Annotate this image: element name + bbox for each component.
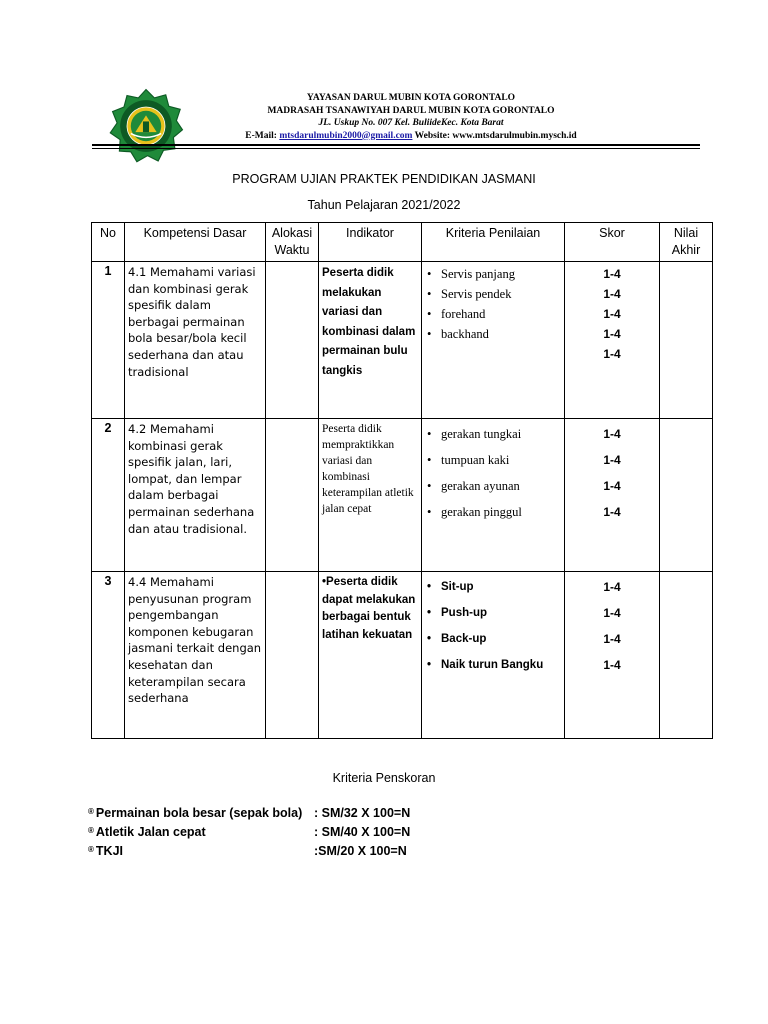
letterhead [88, 84, 700, 156]
nilai-cell [660, 262, 713, 419]
list-item: • Servis pendek [425, 284, 561, 304]
row-number: 2 [92, 419, 125, 572]
alokasi-cell [266, 419, 319, 572]
skor-value: 1-4 [603, 632, 621, 646]
school-name: MADRASAH TSANAWIYAH DARUL MUBIN KOTA GORONTALO [267, 105, 555, 116]
indikator-cell: Peserta didik mempraktikkan variasi dan kombinasi keterampilan atletik jalan cepat [319, 419, 422, 572]
scoring-label: Permainan bola besar (sepak bola) [95, 806, 303, 820]
kriteria-cell [422, 262, 565, 419]
document-title: PROGRAM UJIAN PRAKTEK PENDIDIKAN JASMANI [232, 172, 536, 186]
scoring-label: Atletik Jalan cepat [95, 825, 206, 839]
indikator-cell: Peserta didik melakukan variasi dan kombinasi dalam permainan bulu tangkis [319, 262, 422, 419]
header-indikator: Indikator [319, 223, 422, 262]
kompetensi-cell: 4.1 Memahami variasi dan kombinasi gerak spesifik dalam berbagai permainan bola besar/bola kecil sederhana dan atau tradisional [125, 262, 266, 419]
row-number: 1 [92, 262, 125, 419]
scoring-formula: : SM/32 X 100=N [314, 806, 411, 820]
indikator-cell: •Peserta didik dapat melakukan berbagai bentuk latihan kekuatan [319, 572, 422, 739]
skor-value: 1-4 [603, 427, 621, 441]
kompetensi-cell: 4.4 Memahami penyusunan program pengembangan komponen kebugaran jasmani terkait dengan kesehatan dan keterampilan secara sederhana [125, 572, 266, 739]
skor-value: 1-4 [603, 267, 621, 281]
registered-bullet-icon: ® [88, 845, 94, 854]
list-item: • gerakan pinggul [425, 499, 561, 525]
nilai-cell [660, 572, 713, 739]
email-link[interactable]: mtsdarulmubin2000@gmail.com [279, 130, 413, 141]
skor-cell [565, 419, 660, 572]
skor-value: 1-4 [603, 347, 621, 361]
kompetensi-cell: 4.2 Memahami kombinasi gerak spesifik jalan, lari, lompat, dan lempar dalam berbagai permainan sederhana dan atau tradisional. [125, 419, 266, 572]
skor-cell [565, 572, 660, 739]
list-item: • forehand [425, 304, 561, 324]
table-header-row [92, 223, 713, 262]
scoring-criteria-list [88, 806, 588, 863]
alokasi-cell [266, 262, 319, 419]
scoring-criteria-title: Kriteria Penskoran [332, 771, 436, 785]
list-item [88, 806, 588, 825]
list-item [88, 844, 588, 863]
skor-value: 1-4 [603, 505, 621, 519]
skor-value: 1-4 [603, 327, 621, 341]
skor-cell [565, 262, 660, 419]
skor-value: 1-4 [603, 658, 621, 672]
header-kriteria: Kriteria Penilaian [422, 223, 565, 262]
school-crest-icon [108, 88, 184, 164]
list-item: • Servis panjang [425, 264, 561, 284]
list-item: • Naik turun Bangku [425, 652, 561, 678]
table-row [92, 262, 713, 419]
skor-value: 1-4 [603, 606, 621, 620]
list-item: • backhand [425, 324, 561, 344]
alokasi-cell [266, 572, 319, 739]
exam-program-table [91, 222, 713, 739]
table-row [92, 572, 713, 739]
nilai-cell [660, 419, 713, 572]
letterhead-rule-thick [92, 144, 700, 146]
header-no: No [92, 223, 125, 262]
kriteria-cell [422, 419, 565, 572]
header-alokasi: Alokasi Waktu [266, 223, 319, 262]
list-item: • Push-up [425, 600, 561, 626]
list-item: • tumpuan kaki [425, 447, 561, 473]
skor-value: 1-4 [603, 580, 621, 594]
list-item: • Sit-up [425, 574, 561, 600]
email-label: E-Mail: [245, 130, 280, 141]
document-subtitle: Tahun Pelajaran 2021/2022 [307, 198, 461, 212]
list-item: • gerakan ayunan [425, 473, 561, 499]
header-nilai: Nilai Akhir [660, 223, 713, 262]
foundation-name: YAYASAN DARUL MUBIN KOTA GORONTALO [306, 93, 516, 103]
registered-bullet-icon: ® [88, 807, 94, 816]
skor-value: 1-4 [603, 479, 621, 493]
header-skor: Skor [565, 223, 660, 262]
skor-value: 1-4 [603, 453, 621, 467]
row-number: 3 [92, 572, 125, 739]
scoring-formula: :SM/20 X 100=N [314, 844, 407, 858]
list-item: • gerakan tungkai [425, 421, 561, 447]
letterhead-text [196, 92, 626, 142]
contact-line [196, 130, 626, 143]
school-address: JL. Uskup No. 007 Kel. BuliideKec. Kota Barat [318, 118, 504, 128]
table-row [92, 419, 713, 572]
skor-value: 1-4 [603, 307, 621, 321]
skor-value: 1-4 [603, 287, 621, 301]
scoring-formula: : SM/40 X 100=N [314, 825, 411, 839]
list-item [88, 825, 588, 844]
header-kompetensi: Kompetensi Dasar [125, 223, 266, 262]
registered-bullet-icon: ® [88, 826, 94, 835]
kriteria-cell [422, 572, 565, 739]
website-text: Website: www.mtsdarulmubin.mysch.id [412, 130, 577, 141]
letterhead-rule-thin [92, 148, 700, 149]
list-item: • Back-up [425, 626, 561, 652]
scoring-label: TKJI [95, 844, 123, 858]
